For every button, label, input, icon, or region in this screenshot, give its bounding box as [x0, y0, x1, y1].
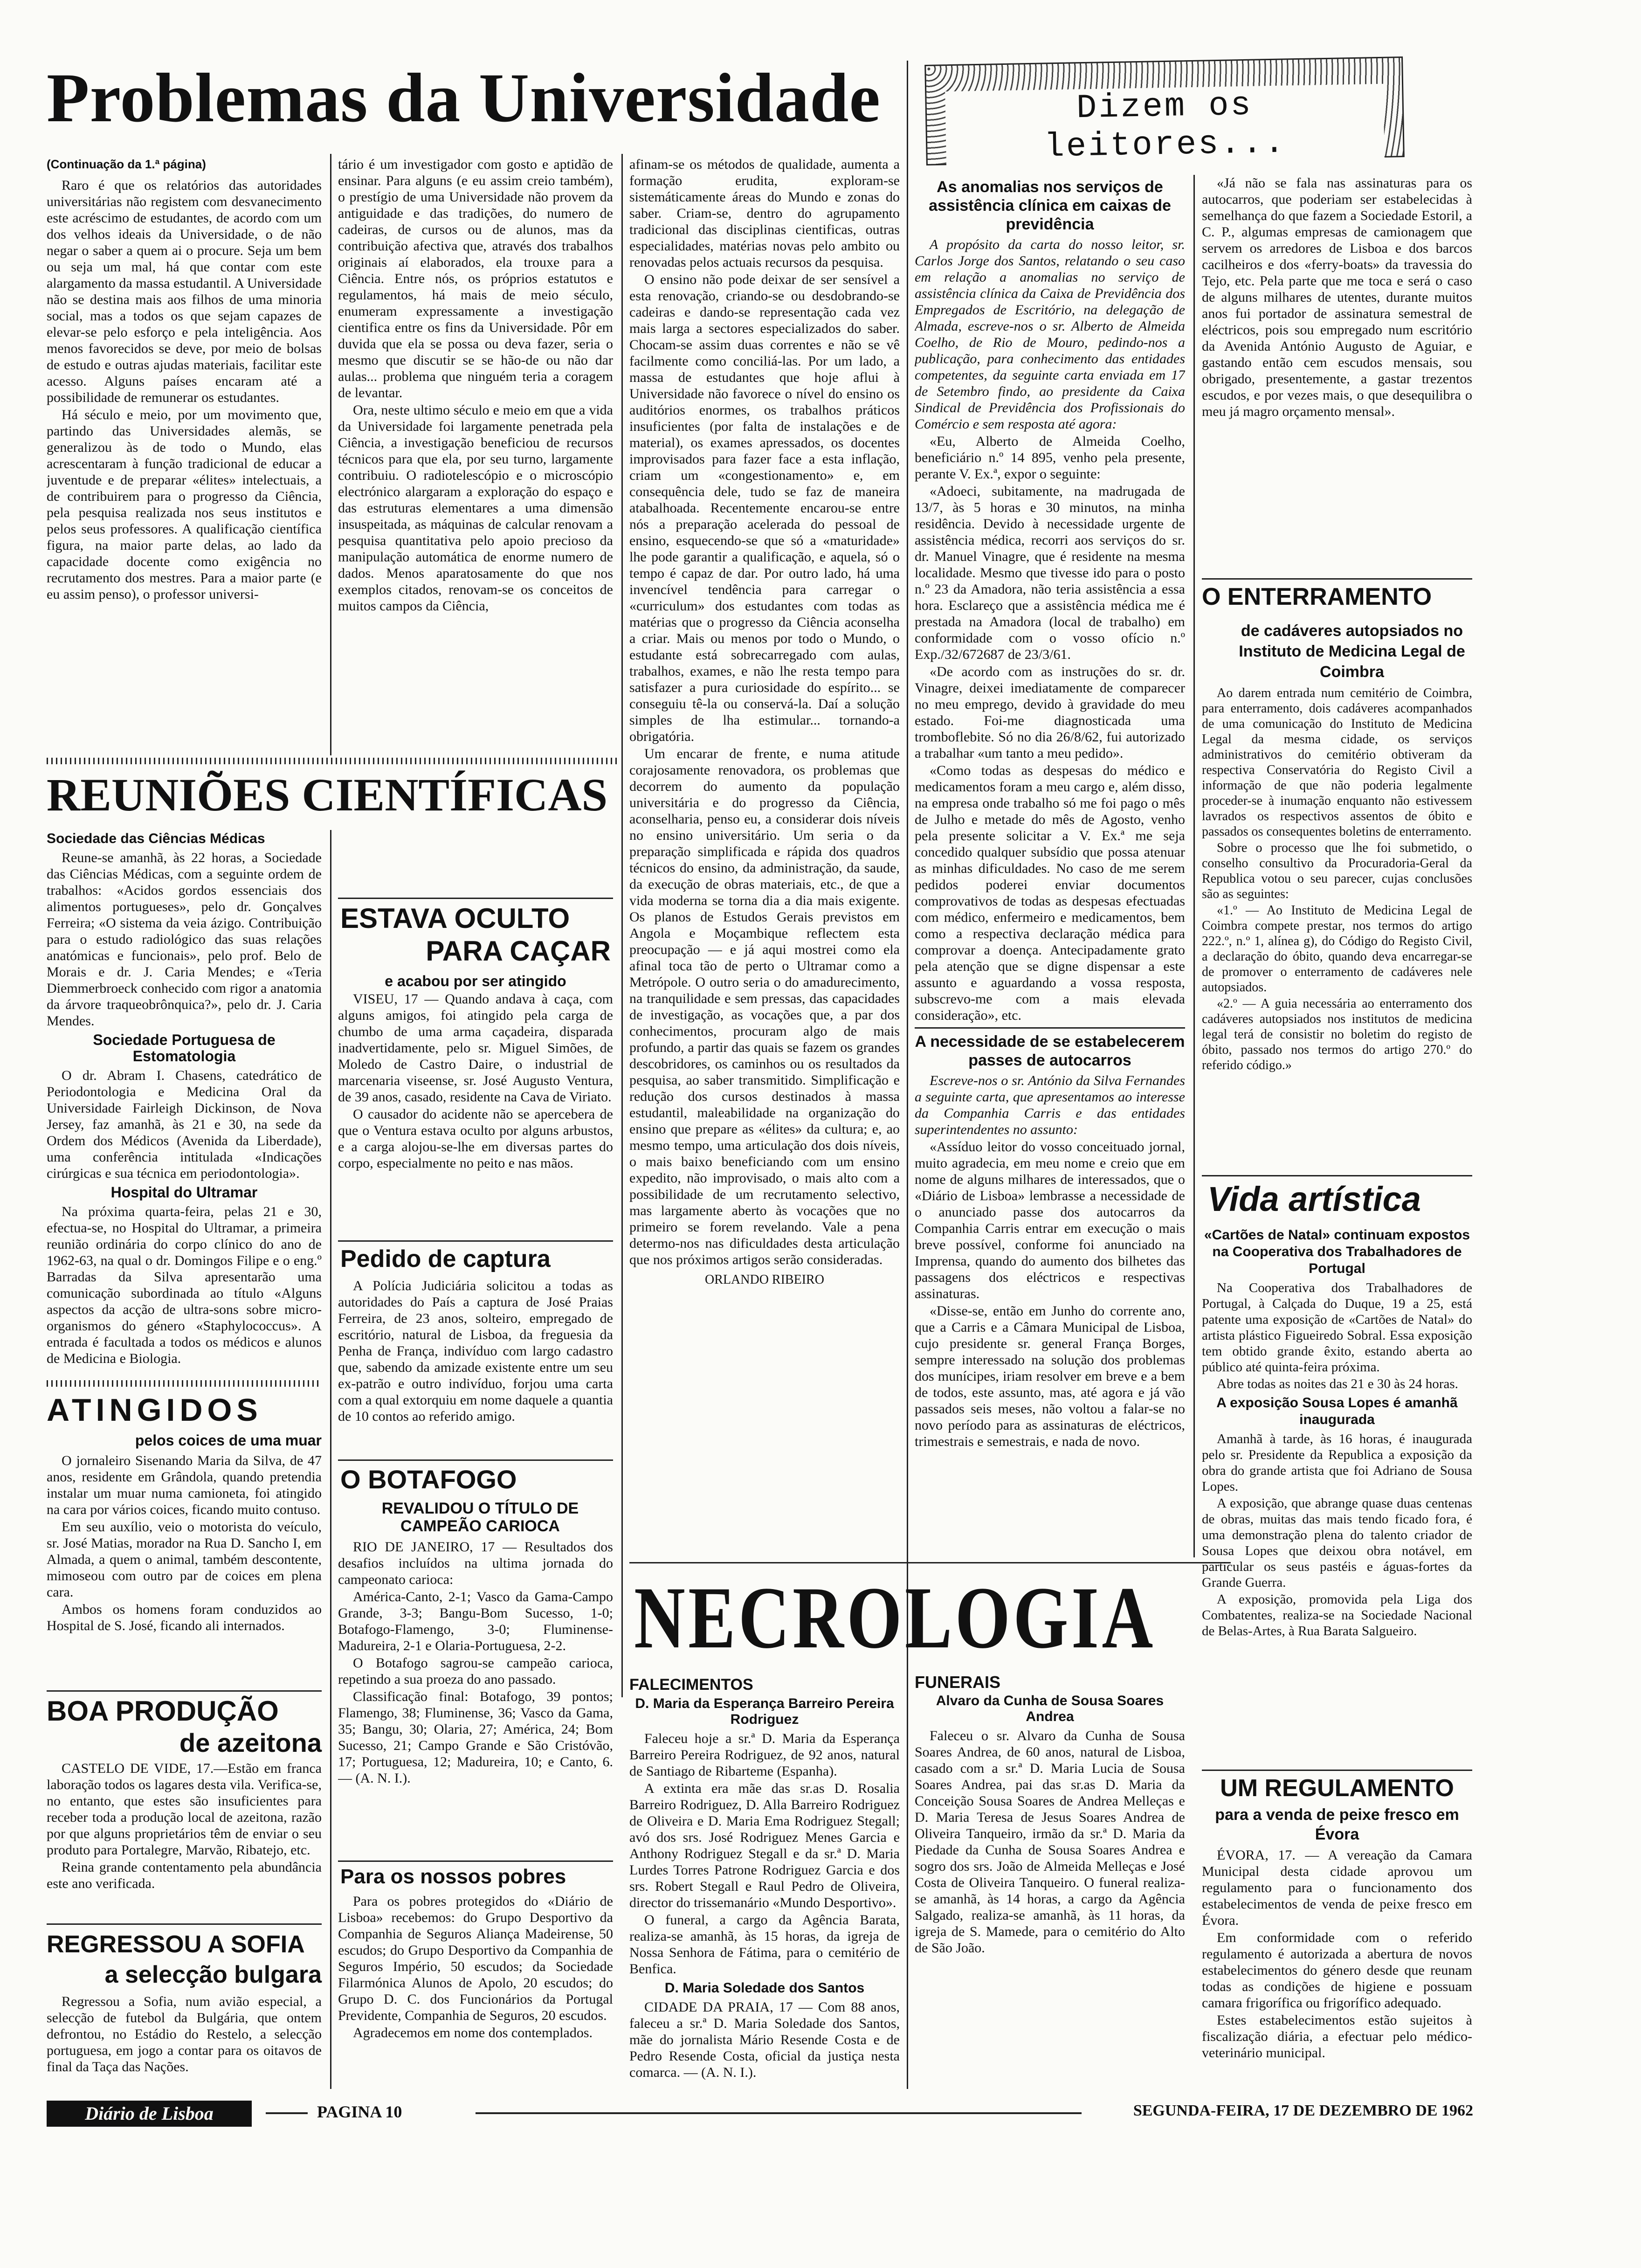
- regulamento-title-inline: UM REGULAMENTO: [1220, 1775, 1454, 1802]
- regulamento-body: [1202, 1774, 1472, 2089]
- section-divider: [338, 1860, 613, 1862]
- vida-s2-paragraph: Amanhã à tarde, às 16 horas, é inaugurada pelo sr. Presidente da Republica a exposição da obra do grande artista que foi Adriano de Sousa Lopes.: [1202, 1431, 1472, 1494]
- univ-col-2: [338, 156, 613, 753]
- section-divider: [915, 1027, 1185, 1029]
- leitores-header-title: Dizem os leitores...: [945, 84, 1385, 168]
- leitores-b-intro: Escreve-nos o sr. António da Silva Fernandes a seguinte carta, que apresentamos ao interesse da Companhia Carris e das entidades superintendentes no assunto:: [915, 1073, 1185, 1137]
- botafogo-paragraph: América-Canto, 2-1; Vasco da Gama-Campo Grande, 3-3; Bangu-Bom Sucesso, 1-0; Botafogo-Flamengo, 3-0; Fluminense-Madureira, 2-1 e Olaria-Portuguesa, 2-2.: [338, 1589, 613, 1653]
- section-divider: [1202, 578, 1472, 580]
- univ-continuation: (Continuação da 1.ª página): [47, 157, 206, 171]
- pobres-paragraph: Para os pobres protegidos do «Diário de Lisboa» recebemos: do Grupo Desportivo da Companhia de Seguros Aliança Madeirense, 50 escudos; do Grupo Desportivo da Companhia de Seguros Império, 50 escudos; da Sociedade Filarmónica Alunos de Apolo, 20 escudos; do Grupo D. C. dos Funcionários da Portugal Previdente, Companhia de Seguros, 20 escudos.: [338, 1894, 613, 2023]
- vida-title: Vida artística: [1207, 1180, 1421, 1218]
- column-rule: [330, 154, 331, 755]
- botafogo-paragraph: Classificação final: Botafogo, 39 pontos; Flamengo, 38; Fluminense, 36; Vasco da Gama, 35; Bangu, 30; Olaria, 27; América, 24; Bom Sucesso, 21; Campo Grande e São Cristóvão, 17; Portuguesa, 12; Madureira, 10; e Canto, 6. — (A. N. I.).: [338, 1689, 613, 1786]
- atingidos-paragraph: Ambos os homens foram conduzidos ao Hospital de S. José, ficando ali internados.: [47, 1602, 322, 1633]
- leitores-b-title: A necessidade de se estabelecerem passes de autocarros: [915, 1033, 1185, 1069]
- botafogo-body: [338, 1539, 613, 1842]
- vida-s2-paragraph: A exposição, que abrange quase duas centenas de obras, muitas das mais tendo ficado fora, é uma demonstração plena do talento criador de Sousa Lopes que deixou obra notável, em particular os seus pastéis e águas-fortes da Grande Guerra.: [1202, 1496, 1472, 1590]
- falecimentos-head: FALECIMENTOS: [629, 1676, 753, 1694]
- section-divider: [338, 898, 613, 899]
- sofia-paragraph: Regressou a Sofia, num avião especial, a selecção de futebol da Bulgária, que ontem defrontou, no Estádio do Restelo, a selecção portuguesa, em jogo a contar para os oitavos de final da Taça das Nações.: [47, 1994, 322, 2074]
- enterramento-paragraph: «1.º — Ao Instituto de Medicina Legal de Coimbra compete prestar, nos termos do artigo 222.º, n.º 1, alínea g), do Código do Registo Civil, a declaração do óbito, quando deva encarregar-se de promover o enterramento de cadáveres nele autopsiados.: [1202, 903, 1472, 995]
- necro-n2-title: D. Maria Soledade dos Santos: [664, 1980, 865, 1996]
- enterramento-title: O ENTERRAMENTO: [1202, 583, 1432, 610]
- necro-col-1: [629, 1674, 900, 2089]
- section-divider: [338, 1459, 613, 1461]
- pedido-title: Pedido de captura: [340, 1245, 551, 1272]
- article-title-universidade: Problemas da Universidade: [47, 59, 881, 137]
- pobres-title: Para os nossos pobres: [340, 1865, 566, 1888]
- footer-paper-name: Diário de Lisboa: [85, 2103, 214, 2124]
- reunioes-s3-text: Na próxima quarta-feira, pelas 21 e 30, efectua-se, no Hospital do Ultramar, a primeira reunião ordinária do corpo clínico do ano de 1962-63, na qual o dr. Domingos Filipe e o eng.º Barradas da Silva apresentarão uma comunicação subordinada ao título «Alguns aspectos da acção de ultra-sons sobre micro-organismos do género «Staphylococcus». A entrada é facultada a todos os médicos e alunos de Medicina e Biologia.: [47, 1204, 322, 1366]
- botafogo-paragraph: O Botafogo sagrou-se campeão carioca, repetindo a sua proeza do ano passado.: [338, 1655, 613, 1687]
- regulamento-paragraph: Em conformidade com o referido regulamento é autorizada a abertura de novos estabelecimentos do género desde que reunam todas as condições de higiene e possuam camara frigorífica ou frigorífico adequado.: [1202, 1930, 1472, 2011]
- atingidos-title: ATINGIDOS: [47, 1392, 262, 1428]
- necro-n1-title: D. Maria da Esperança Barreiro Pereira Rodriguez: [635, 1696, 894, 1727]
- reunioes-title: REUNIÕES CIENTÍFICAS: [47, 769, 608, 821]
- necro-n3-paragraph: Faleceu o sr. Alvaro da Cunha de Sousa Soares Andrea, de 60 anos, natural de Lisboa, casado com a sr.ª D. Maria Lucia de Sousa Soares Andrea, pai das sr.as D. Maria da Conceição Sousa Soares de Andrea Melleças e D. Maria Teresa de Jesus Soares Andrea de Oliveira Tanqueiro, irmão da sr.ª D. Maria da Piedade da Cunha de Sousa Soares Andrea e sogro dos srs. João de Almeida Melleças e José Costa de Oliveira Tanqueiro. O funeral realiza-se amanhã, às 14 horas, a cargo da Agência Salgado, realiza-se amanhã, às 11 horas, da igreja de S. Mamede, para o cemitério do Alto de São João.: [915, 1728, 1185, 1956]
- necro-n3-title: Alvaro da Cunha de Sousa Soares Andrea: [936, 1693, 1164, 1724]
- enterramento-paragraph: Sobre o processo que lhe foi submetido, o conselho consultivo da Procuradoria-Geral da Republica votou o seu parecer, cujas conclusões são as seguintes:: [1202, 841, 1472, 901]
- botafogo-paragraph: RIO DE JANEIRO, 17 — Resultados dos desafios incluídos na ultima jornada do campeonato carioca:: [338, 1539, 613, 1587]
- boa-paragraph: Reina grande contentamento pela abundância este ano verificada.: [47, 1860, 322, 1891]
- necrologia-title: NECROLOGIA: [634, 1569, 1156, 1667]
- reunioes-s1-title: Sociedade das Ciências Médicas: [47, 831, 265, 846]
- univ-paragraph: afinam-se os métodos de qualidade, aumenta a formação erudita, exploram-se sistemáticamente áreas do Mundo e zonas do saber. Criam-se, dentro do agrupamento tradicional das disciplinas cientificas, outras especialidades, matérias novas pelo ambito ou renovadas pelos actuais recursos da pesquisa.: [629, 157, 900, 270]
- reunioes-col-2-top: [338, 828, 613, 895]
- vida-s2-paragraph: A exposição, promovida pela Liga dos Combatentes, realiza-se na Sociedade Nacional de Belas-Artes, à Rua Barata Salgueiro.: [1202, 1592, 1472, 1639]
- section-divider: [338, 1240, 613, 1242]
- estava-paragraph: O causador do acidente não se apercebera de que o Ventura estava oculto por alguns arbustos, e a carga alojou-se-lhe em diversas partes do corpo, especialmente no peito e nas mãos.: [338, 1106, 613, 1171]
- leitores-b-paragraph: «Já não se fala nas assinaturas para os autocarros, que poderiam ser estabelecidas à semelhança do que fazem a Sociedade Estoril, a C. P., algumas empresas de camionagem que servem os arredores de Lisboa e dos barcos cacilheiros e dos «ferry-boats» da travessia do Tejo, etc. Pela parte que me toca e será o caso de alguns milhares de utentes, durante muitos anos fui portador de assinatura semestral de eléctricos, pois sou empregado num escritório da Avenida António Augusto de Aguiar, e gastando então cem escudos mensais, sou obrigado, presentemente, a gastar trezentos escudos, e por vezes mais, o que desequilibra o meu já magro orçamento mensal».: [1202, 175, 1472, 419]
- univ-paragraph: Um encarar de frente, e numa atitude corajosamente renovadora, os problemas que decorrem do aumento da população universitária e do progresso da Ciência, aconselharia, penso eu, a considerar dois níveis no ensino universitário. Um seria o da preparação simplificada e rápida dos quadros técnicos do ensino, da administração, da saude, da execução de obras materiais, etc., de que a vida moderna se torna dia a dia mais exigente. Os planos de Estudos Gerais previstos em Angola e Moçambique reflectem esta preocupação — e já aqui mostrei como ela afinal toca tão de perto o Ultramar como a Metrópole. O outro seria o do amadurecimento, na tranquilidade e sem pressas, das capacidades de investigação, as vocações que, a par dos conhecimentos, procuram algo de mais profundo, a partir das quais se fazem os grandes descobridores, os caminhos ou os resultados da pesquisa, ao saber transmitido. Simplificação e redução dos cursos destinados à massa estudantil, maleabilidade na organização do ensino que prepare as «élites» da cultura; e, ao mesmo tempo, uma articulação dos dois níveis, o mais baixo beneficiando com um ensino expedito, não improvisado, o mais alto com a possibilidade de um recrutamento selectivo, mas largamente aberto às vocações que no primeiro se forem revelando. Vale a pena determo-nos nas dificuldades desta articulação que nos próximos artigos serão consideradas.: [629, 746, 900, 1267]
- univ-paragraph: Raro é que os relatórios das autoridades universitárias não registem com desvanecimento este acréscimo de estudantes, de acordo com um dos velhos ideais da Universidade, o de não negar o saber a quem ai o procure. Seja um bem ou seja um mal, há que contar com este alargamento da massa estudantil. A Universidade não se destina mais aos filhos de uma minoria social, mas a todos os que sejam capazes de elevar-se pelo esforço e pela inteligência. Aos menos favorecidos se deve, por meio de bolsas de estudo e outras ajudas materiais, facilitar este acesso. Alguns países encaram até a possibilidade de remunerar os estudantes.: [47, 178, 322, 405]
- botafogo-title: O BOTAFOGO: [340, 1465, 517, 1494]
- leitores-a-paragraph: «Eu, Alberto de Almeida Coelho, beneficiário n.º 14 895, venho pela presente, perante V. Ex.ª, expor o seguinte:: [915, 434, 1185, 482]
- enterramento-paragraph: Ao darem entrada num cemitério de Coimbra, para enterramento, dois cadáveres acompanhados de uma comunicação do Instituto de Medicina Legal da mesma cidade, os serviços administrativos do cemitério obtiveram da respectiva Conservatória do Registo Civil a informação de que não poderia legalmente proceder-se à inumação enquanto não estivessem lavrados os respectivos assentos de óbito e passados os consequentes boletins de enterramento.: [1202, 686, 1472, 839]
- atingidos-paragraph: Em seu auxílio, veio o motorista do veículo, sr. José Matias, morador na Rua D. Sancho I, em Almada, a quem o animal, também descontente, mimoseou com outro par de coices em plena cara.: [47, 1519, 322, 1600]
- enterramento-body: [1202, 685, 1472, 1173]
- regulamento-paragraph: Estes estabelecimentos estão sujeitos à fiscalização diária, a efectuar pelo médico-veterinário municipal.: [1202, 2012, 1472, 2061]
- leitores-b-paragraph: «Disse-se, então em Junho do corrente ano, que a Carris e a Câmara Municipal de Lisboa, cujo presidente sr. general França Borges, sempre interessado na solução dos problemas dos munícipes, iriam resolver em breve e a bem de todos, este assunto, mas, até agora e já vão passados seis meses, não voltou a falar-se no novo período para as assinaturas de eléctricos, trimestrais e semestrais, e nada de novo.: [915, 1303, 1185, 1449]
- sofia-body: [47, 1993, 322, 2087]
- section-divider: [1202, 1770, 1472, 1771]
- leitores-a-paragraph: «Adoeci, subitamente, na madrugada de 13/7, às 5 horas e 30 minutos, na minha residência. Devido à necessidade urgente de assistência médica, recorri aos serviços do sr. dr. Manuel Vinagre, que é residente na mesma localidade. Mesmo que tivesse ido para o posto n.º 23 da Amadora, não teria assistência a essa hora. Esclareço que a assistência médica me é prestada na Amadora (local de trabalho) em conformidade com o vosso ofício n.º Exp./32/672687 de 23/3/61.: [915, 484, 1185, 662]
- univ-paragraph: Ora, neste ultimo século e meio em que a vida da Universidade foi largamente penetrada pela Ciência, a investigação beneficiou de recursos técnicos para que ela, por seu turno, largamente contribuiu. O radiotelescópio e o microscópio electrónico alargaram a exploração do espaço e das estruturas elementares a uma dimensão insuspeitada, as máquinas de calcular renovam a pesquisa quantitativa pelo apoio precioso da manipulação automática de enorme numero de dados. Menos aparatosamente do que nos exemplos citados, renovam-se os conceitos de muitos campos da Ciência,: [338, 402, 613, 614]
- footer-rule: [266, 2112, 308, 2114]
- leitores-b-paragraph: «Assíduo leitor do vosso conceituado jornal, muito agradecia, em meu nome e creio que em nome de alguns milhares de interessados, que o «Diário de Lisboa» lembrasse a necessidade de o anunciado passe dos autocarros da Companhia Carris entrar em execução o mais breve possível, conforme foi anunciado na Imprensa, quando do aumento dos bilhetes das passagens dos eléctricos e respectivas assinaturas.: [915, 1139, 1185, 1301]
- reunioes-s2-text: O dr. Abram I. Chasens, catedrático de Periodontologia e Medicina Oral da Universidade Fairleigh Dickinson, de Nova Jersey, faz amanhã, às 21 e 30, na sede da Ordem dos Médicos (Avenida da Liberdade), uma conferência intitulada «Indicações cirúrgicas e sua técnica em periodontologia».: [47, 1068, 322, 1181]
- boa-title: BOA PRODUÇÃO: [47, 1695, 279, 1727]
- leitores-header-box: [924, 56, 1405, 166]
- vida-s1-paragraph: Abre todas as noites das 21 e 30 às 24 horas.: [1217, 1376, 1458, 1391]
- necro-col-2: [915, 1674, 1185, 2089]
- univ-paragraph: tário é um investigador com gosto e aptidão de ensinar. Para alguns (e eu assim creio também), o prestígio de uma Universidade não provem da antiguidade e das tradições, do numero de cadeiras, de cursos ou de alunos, mas da contribuição afectiva que, através dos trabalhos originais aí elaborados, ela trouxe para a Ciência. Entre nós, os próprios estatutos e regulamentos, há mais de meio século, enumeram expressamente a investigação cientifica entre os fins da Universidade. Pôr em duvida que ela se possa ou deva fazer, seria o mesmo que discutir se se hão-de ou não dar aulas... problema que ninguém teria a coragem de levantar.: [338, 157, 613, 401]
- boa-subtitle: de azeitona: [179, 1728, 322, 1757]
- leitores-a-title: As anomalias nos serviços de assistência clínica em caixas de previdência: [929, 178, 1171, 233]
- funerais-head: FUNERAIS: [915, 1674, 1001, 1692]
- reunioes-s1-text: Reune-se amanhã, às 22 horas, a Sociedade das Ciências Médicas, com a seguinte ordem de trabalhos: «Acidos gordos essenciais dos alimentos portugueses», pelo dr. Gonçalves Ferreira; «O sistema da veia ázigo. Contribuição para o estudo radiológico das suas relações anatómicas e funcionais», pelo prof. Belo de Morais e dr. J. Caria Mendes; e «Teria Diemmerbroeck conhecido com rigor a anatomia da árvore traqueobrônquica?», pelo dr. J. Caria Mendes.: [47, 850, 322, 1029]
- univ-col-3: [629, 156, 900, 1555]
- section-divider: [629, 1562, 1231, 1563]
- sofia-title: REGRESSOU A SOFIA: [47, 1931, 305, 1958]
- necro-n1-paragraph: A extinta era mãe das sr.as D. Rosalia Barreiro Rodriguez, D. Alla Barreiro Rodriguez de Oliveira e D. Maria Ema Rodriguez Stegall; avó dos srs. José Rodriguez Menes Garcia e Anthony Rodriguez Stegall e da sr.ª D. Maria Lurdes Torres Patrone Rodriguez Garcia e dos srs. Robert Stegall e Raul Pedro de Oliveira, director do trissemanário «Mundo Desportivo».: [629, 1781, 900, 1910]
- regulamento-subtitle: para a venda de peixe fresco em Évora: [1215, 1806, 1459, 1843]
- regulamento-paragraph: ÉVORA, 17. — A vereação da Camara Municipal desta cidade aprovou um regulamento para o funcionamento dos estabelecimentos de venda de peixe fresco em Évora.: [1202, 1847, 1472, 1928]
- reunioes-s3-title: Hospital do Ultramar: [110, 1184, 258, 1201]
- enterramento-subtitle: de cadáveres autopsiados no Instituto de Medicina Legal de Coimbra: [1239, 622, 1465, 681]
- leitores-a-paragraph: «Como todas as despesas do médico e medicamentos foram a meu cargo e, além disso, na empresa onde trabalho só me foi pago o mês de Julho e metade do mês de Agosto, venho pela presente solicitar a V. Ex.ª me seja concedido qualquer subsídio que possa atenuar as minhas dificuldades. No caso de me serem pedidos poderei enviar documentos comprovativos de todas as despesas efectuadas com médico, enfermeiro e medicamentos, bem como a respectiva declaração médica para comprovar a doença. Antecipadamente grato pela atenção que se digne dispensar a este assunto e aguardando a vossa resposta, subscrevo-me com a mais elevada consideração», etc.: [915, 763, 1185, 1023]
- column-rule: [621, 154, 623, 1697]
- atingidos-body: [47, 1452, 322, 1686]
- estava-title-2: PARA CAÇAR: [426, 935, 611, 967]
- univ-col-1: [47, 156, 322, 753]
- necro-n1-paragraph: Faleceu hoje a sr.ª D. Maria da Esperança Barreiro Pereira Rodriguez, de 92 anos, natural de Santiago de Ribarteme (Espanha).: [629, 1731, 900, 1779]
- column-rule: [1193, 175, 1195, 1557]
- estava-paragraph: VISEU, 17 — Quando andava à caça, com alguns amigos, foi atingido pela carga de chumbo de uma arma caçadeira, disparada inadvertidamente, pelo sr. Miguel Simões, de Moledo de Castro Daire, o industrial de marcenaria viseense, sr. José Augusto Ventura, de 39 anos, casado, residente na Cava de Viriato.: [338, 991, 613, 1105]
- section-divider: [47, 1380, 322, 1387]
- pedido-body: [338, 1278, 613, 1455]
- section-divider: [47, 758, 620, 764]
- univ-paragraph: O ensino não pode deixar de ser sensível a esta renovação, criando-se ou desdobrando-se cadeiras e dando-se representação cada vez mais larga a sectores especializados do saber. Chocam-se assim duas correntes e não se vê facilmente como conciliá-las. Por um lado, a massa de estudantes que hoje aflui à Universidade não favorece o nível do ensino os auditórios enormes, os trabalhos práticos insuficientes (por falta de instalações e de material), os exames apressados, os docentes improvisados para fazer face a esta inflação, criam um «congestionamento» e, em consequência dele, tudo se faz de maneira atabalhoada. Recentemente encarou-se entre nós a preparação acelerada do pessoal de ensino, esquecendo-se que só a «maturidade» lhe pode garantir a qualificação, e aquela, só o tempo é capaz de dar. Por outro lado, há uma invencível tendência para carregar o «curriculum» dos estudantes com todas as matérias que o progresso da Ciência aconselha a criar. Mais ou menos por todo o Mundo, o estudante está sobrecarregado com aulas, trabalhos, exames, e não lhe resta tempo para satisfazer a pura curiosidade do espírito... se conseguiu tê-la ou conservá-la. Daí a solução simples de lha estimular... tornando-a obrigatória.: [629, 272, 900, 744]
- vida-body: [1202, 1224, 1472, 1774]
- leitores-col-1: [915, 175, 1185, 1557]
- column-rule: [907, 1674, 908, 2089]
- footer-rule: [476, 2112, 1082, 2114]
- botafogo-subtitle: REVALIDOU O TÍTULO DE CAMPEÃO CARIOCA: [381, 1500, 579, 1535]
- sofia-subtitle: a selecção bulgara: [104, 1961, 322, 1988]
- vida-s2-title: A exposição Sousa Lopes é amanhã inaugurada: [1216, 1395, 1458, 1427]
- pobres-body: [338, 1893, 613, 2089]
- estava-body: [338, 991, 613, 1236]
- estava-title: ESTAVA OCULTO: [340, 903, 570, 934]
- univ-signature: ORLANDO RIBEIRO: [705, 1272, 824, 1287]
- leitores-col-2: [1202, 175, 1472, 574]
- estava-subtitle: e acabou por ser atingido: [385, 973, 566, 989]
- section-divider: [1202, 1175, 1472, 1176]
- enterramento-paragraph: «2.º — A guia necessária ao enterramento dos cadáveres autopsiados nos institutos de medicina legal terá de consistir no boletim do registo de óbito, passado nos termos do artigo 270.º do referido código.»: [1202, 996, 1472, 1072]
- leitores-a-paragraph: «De acordo com as instruções do sr. dr. Vinagre, deixei imediatamente de comparecer no meu emprego, devido à gravidade do meu estado. Foi-me diagnosticada uma tromboflebite. Só no dia 26/8/62, fui autorizado a trabalhar «um tanto a meu pedido».: [915, 664, 1185, 761]
- section-divider: [47, 1923, 322, 1925]
- boa-paragraph: CASTELO DE VIDE, 17.—Estão em franca laboração todos os lagares desta vila. Verifica-se, no entanto, que estes são insuficientes para receber toda a produção local de azeitona, razão por que alguns proprietários têm de enviar o seu produto para Portalegre, Marvão, Ribatejo, etc.: [47, 1761, 322, 1858]
- atingidos-paragraph: O jornaleiro Sisenando Maria da Silva, de 47 anos, residente em Grândola, quando pretendia instalar um muar numa camioneta, foi atingido na cara por vários coices, ficando muito contuso.: [47, 1453, 322, 1517]
- footer-page-number: PAGINA 10: [317, 2102, 402, 2121]
- pedido-paragraph: A Polícia Judiciária solicitou a todas as autoridades do País a captura de José Praias Ferreira, de 23 anos, solteiro, empregado de escritório, natural de Lisboa, da freguesia da Penha de França, indivíduo com largo cadastro que, sabendo da amizade existente entre um seu ex-patrão e outro indivíduo, forjou uma carta com a qual extorquiu em nome daquele a quantia de 10 contos ao referido amigo.: [338, 1278, 613, 1424]
- footer-date: SEGUNDA-FEIRA, 17 DE DEZEMBRO DE 1962: [1133, 2102, 1473, 2119]
- column-rule: [330, 830, 331, 2089]
- atingidos-subtitle: pelos coices de uma muar: [135, 1432, 322, 1449]
- section-divider: [47, 1690, 322, 1692]
- reunioes-s2-title: Sociedade Portuguesa de Estomatologia: [93, 1031, 276, 1065]
- necro-n2-paragraph: CIDADE DA PRAIA, 17 — Com 88 anos, faleceu a sr.ª D. Maria Soledade dos Santos, mãe do jornalista Mário Resende Costa e de Pedro Resende Costa, oficial da justiça nesta comarca. — (A. N. I.).: [629, 1999, 900, 2080]
- boa-body: [47, 1760, 322, 1921]
- univ-paragraph: Há século e meio, por um movimento que, partindo das Universidades alemãs, se generalizou às de todo o Mundo, elas acrescentaram à função tradicional de educar a juventude e de preparar «élites» intelectuais, a de contribuirem para o progresso da Ciência, pela pesquisa realizada nos seus institutos e pelos seus professores. A qualificação científica figura, na maior parte delas, ao lado da capacidade docente como exigência no recrutamento dos mestres. Para a maior parte (e eu assim penso), o professor universi-: [47, 407, 322, 602]
- leitores-a-intro: A propósito da carta do nosso leitor, sr. Carlos Jorge dos Santos, relatando o seu caso em relação a anomalias no serviço de assistência clínica da Caixa de Previdência dos Empregados de Escritório, na delegação de Almada, escreve-nos o sr. Alberto de Almeida Coelho, de Rio de Mouro, pedindo-nos a publicação, para conhecimento das entidades competentes, da seguinte carta enviada em 17 de Setembro findo, ao presidente da Caixa Sindical de Previdência dos Profissionais do Comércio e sem resposta até agora:: [915, 237, 1185, 432]
- vida-s1-paragraph: Na Cooperativa dos Trabalhadores de Portugal, à Calçada do Duque, 19 a 25, está patente uma exposição de «Cartões de Natal» do artista plástico Figueiredo Sobral. Essa exposição tem obtido grande êxito, estando aberta ao público até quinta-feira próxima.: [1202, 1280, 1472, 1375]
- necro-n1-paragraph: O funeral, a cargo da Agência Barata, realiza-se amanhã, às 15 horas, da igreja de Nossa Senhora de Fátima, para o cemitério de Benfica.: [629, 1912, 900, 1977]
- vida-s1-title: «Cartões de Natal» continuam expostos na Cooperativa dos Trabalhadores de Portugal: [1204, 1227, 1470, 1276]
- pobres-paragraph: Agradecemos em nome dos contemplados.: [353, 2025, 593, 2040]
- reunioes-col-1: [47, 828, 322, 1373]
